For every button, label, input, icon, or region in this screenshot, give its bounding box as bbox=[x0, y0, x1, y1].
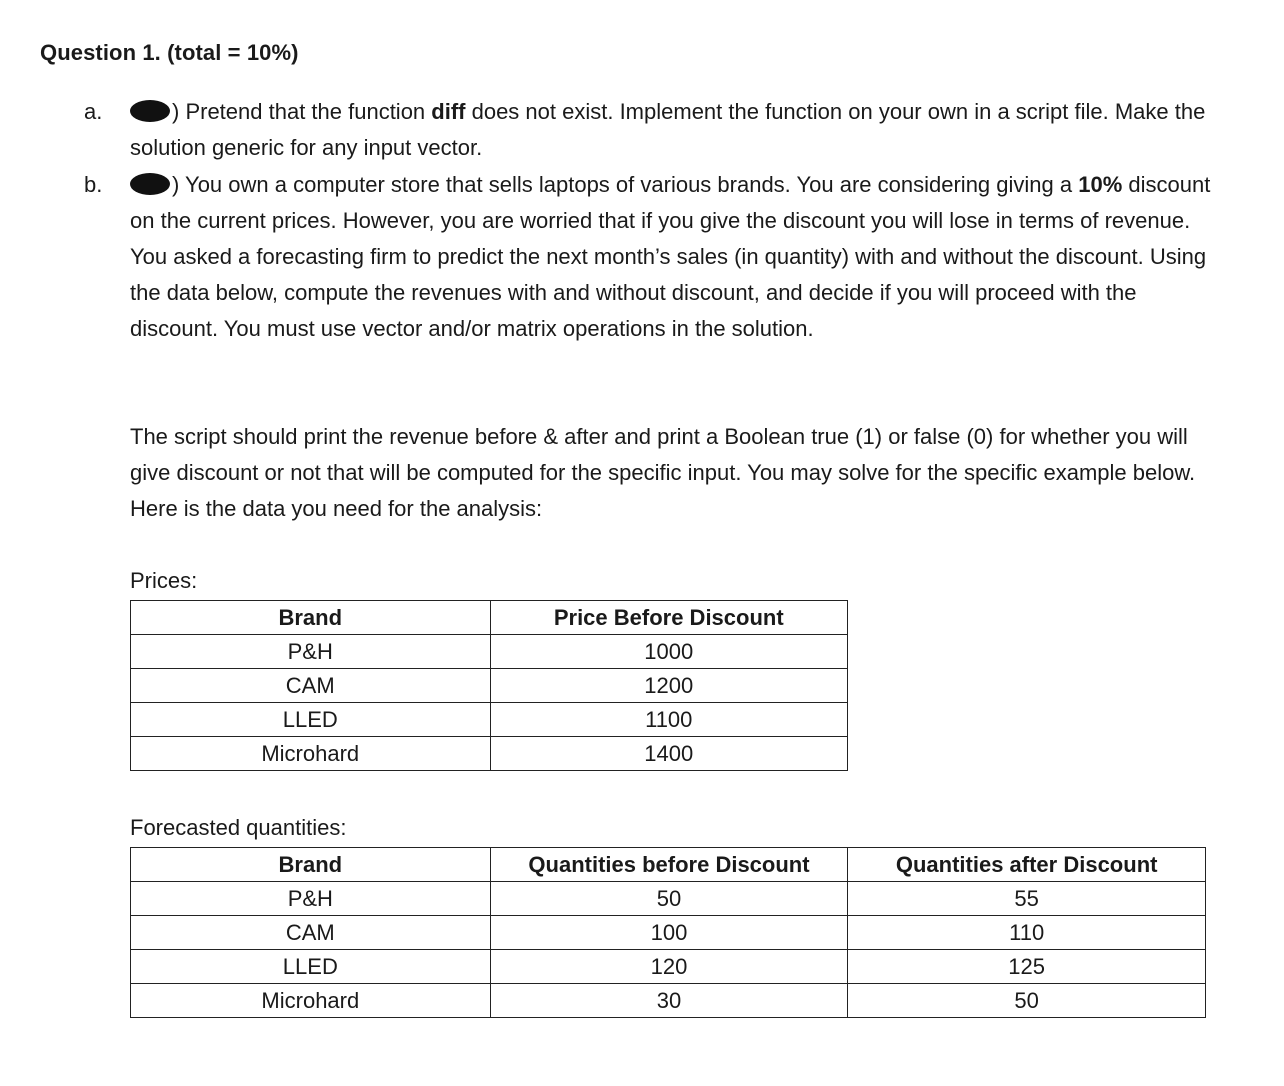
quantities-caption: Forecasted quantities: bbox=[130, 815, 347, 840]
column-header: Brand bbox=[131, 601, 491, 635]
table-cell: 50 bbox=[490, 882, 848, 916]
table-cell: CAM bbox=[131, 669, 491, 703]
item-b-text-part2: discount on the current prices. However, you are worried that if you give the discount you will lose in terms of revenue. You asked a forecasting firm to predict the next month’s sales (in quantity) with and without the discount. Using the data below, compute the revenues with and without discount, and decide if you will proceed with the discount. You must use vector and/or matrix operations in the solution. bbox=[130, 172, 1211, 341]
redaction-blot-icon bbox=[130, 100, 170, 122]
item-a-bold: diff bbox=[431, 99, 466, 124]
table-cell: 100 bbox=[490, 916, 848, 950]
table-cell: Microhard bbox=[131, 737, 491, 771]
item-a-text-part1: ) Pretend that the function bbox=[172, 99, 432, 124]
table-cell: 120 bbox=[490, 950, 848, 984]
prices-table bbox=[130, 600, 848, 771]
table-row bbox=[131, 882, 1206, 916]
item-a-label: a. bbox=[84, 99, 103, 124]
table-cell: 30 bbox=[490, 984, 848, 1018]
table-cell: 1000 bbox=[490, 635, 848, 669]
question-title: Question 1. (total = 10%) bbox=[40, 40, 299, 65]
column-header: Brand bbox=[131, 848, 491, 882]
table-cell: 55 bbox=[848, 882, 1206, 916]
item-b-text-part1: ) You own a computer store that sells laptops of various brands. You are considering giving a bbox=[172, 172, 1079, 197]
column-header: Quantities after Discount bbox=[848, 848, 1206, 882]
table-header-row bbox=[131, 848, 1206, 882]
table-row bbox=[131, 737, 848, 771]
item-b-text bbox=[130, 167, 1215, 347]
table-cell: LLED bbox=[131, 950, 491, 984]
table-cell: P&H bbox=[131, 882, 491, 916]
table-cell: LLED bbox=[131, 703, 491, 737]
table-cell: 1400 bbox=[490, 737, 848, 771]
item-a-text bbox=[130, 94, 1215, 166]
table-row bbox=[131, 916, 1206, 950]
table-header-row bbox=[131, 601, 848, 635]
redaction-blot-icon bbox=[130, 173, 170, 195]
table-row bbox=[131, 703, 848, 737]
table-row bbox=[131, 950, 1206, 984]
item-a-text-part2: does not exist. Implement the function on your own in a script file. Make the solution generic for any input vector. bbox=[130, 99, 1206, 160]
table-cell: 1100 bbox=[490, 703, 848, 737]
instructions-paragraph: The script should print the revenue before & after and print a Boolean true (1) or false (0) for whether you will give discount or not that will be computed for the specific input. You may solve for the specific example below. Here is the data you need for the analysis: bbox=[130, 424, 1196, 521]
table-cell: CAM bbox=[131, 916, 491, 950]
table-row bbox=[131, 984, 1206, 1018]
table-cell: 1200 bbox=[490, 669, 848, 703]
column-header: Quantities before Discount bbox=[490, 848, 848, 882]
table-cell: 50 bbox=[848, 984, 1206, 1018]
item-b-bold: 10% bbox=[1078, 172, 1123, 197]
table-row bbox=[131, 635, 848, 669]
table-cell: 125 bbox=[848, 950, 1206, 984]
table-row bbox=[131, 669, 848, 703]
table-cell: 110 bbox=[848, 916, 1206, 950]
column-header: Price Before Discount bbox=[490, 601, 848, 635]
prices-caption: Prices: bbox=[130, 568, 198, 593]
table-cell: Microhard bbox=[131, 984, 491, 1018]
table-cell: P&H bbox=[131, 635, 491, 669]
quantities-table bbox=[130, 847, 1206, 1018]
item-b-label: b. bbox=[84, 172, 103, 197]
